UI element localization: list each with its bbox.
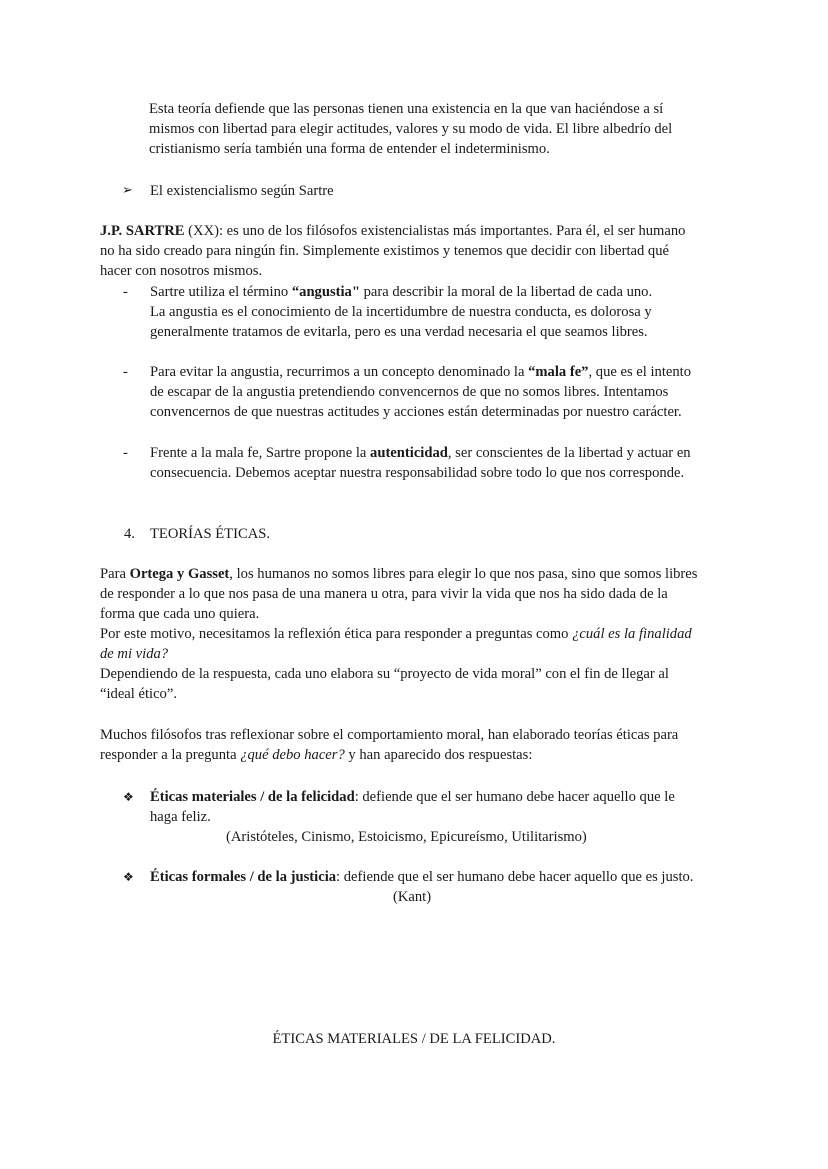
sartre-text: no ha sido creado para ningún fin. Simplemente existimos y tenemos que decidir con libertad qué — [100, 243, 670, 259]
list-item-text: haga feliz. — [150, 809, 211, 825]
intro-line: mismos con libertad para elegir actitudes, valores y su modo de vida. El libre albedrío del — [149, 121, 673, 137]
diamond-bullet-icon: ❖ — [123, 790, 134, 804]
list-item-text: , que es el intento — [588, 364, 692, 380]
arrow-bullet-icon: ➢ — [122, 183, 133, 198]
list-item — [123, 282, 750, 342]
list-item-text: : defiende que el ser humano debe hacer aquello que le — [354, 789, 675, 805]
footer-heading: ÉTICAS MATERIALES / DE LA FELICIDAD. — [272, 1031, 556, 1047]
paragraph-text: responder a la pregunta — [100, 747, 241, 763]
sartre-section-heading — [122, 181, 334, 201]
sartre-text: hacer con nosotros mismos. — [100, 263, 263, 279]
paragraph-text: “ideal ético”. — [100, 686, 177, 702]
list-item-text: convencernos de que nuestras actitudes y acciones están determinadas por nuestro carácter. — [150, 404, 682, 420]
section-heading — [124, 524, 270, 544]
list-item-text: : defiende que el ser humano debe hacer aquello que es justo. — [336, 869, 694, 885]
diamond-bullet-icon: ❖ — [123, 870, 134, 884]
list-item-text: consecuencia. Debemos aceptar nuestra responsabilidad sobre todo lo que nos corresponde. — [150, 465, 685, 481]
section-heading-text: El existencialismo según Sartre — [150, 183, 334, 199]
paragraph-text: forma que cada uno quiera. — [100, 606, 260, 622]
list-item — [123, 787, 750, 847]
intro-line: cristianismo sería también una forma de entender el indeterminismo. — [149, 141, 550, 157]
sartre-text: (XX): es uno de los filósofos existencialistas más importantes. Para él, el ser humano — [184, 223, 686, 239]
bold-term: Ortega y Gasset — [129, 566, 230, 582]
sartre-paragraph — [100, 221, 740, 281]
intro-line: Esta teoría defiende que las personas tienen una existencia en la que van haciéndose a sí — [149, 101, 664, 117]
list-item-text: de escapar de la angustia pretendiendo convencernos de que no somos libres. Intentamos — [150, 384, 669, 400]
bold-term: autenticidad — [370, 445, 448, 461]
dash-bullet: - — [123, 364, 128, 380]
bold-term: “angustia" — [291, 284, 360, 300]
italic-question: ¿cuál es la finalidad — [572, 626, 692, 642]
paragraph-text: Dependiendo de la respuesta, cada uno elabora su “proyecto de vida moral” con el fin de llegar al — [100, 666, 669, 682]
sartre-name: J.P. SARTRE — [100, 223, 185, 239]
italic-question: de mi vida? — [100, 646, 169, 662]
bold-term: Éticas materiales / de la felicidad — [150, 789, 355, 805]
paragraph-text: Por este motivo, necesitamos la reflexión ética para responder a preguntas como — [100, 626, 573, 642]
dash-bullet: - — [123, 445, 128, 461]
authors-list: (Kant) — [393, 889, 432, 905]
authors-list: (Aristóteles, Cinismo, Estoicismo, Epicureísmo, Utilitarismo) — [226, 829, 587, 845]
list-item-text: Frente a la mala fe, Sartre propone la — [150, 445, 371, 461]
bold-term: Éticas formales / de la justicia — [150, 869, 337, 885]
list-item-text: Sartre utiliza el término — [150, 284, 292, 300]
list-item-text: La angustia es el conocimiento de la incertidumbre de nuestra conducta, es dolorosa y — [150, 304, 652, 320]
heading-number: 4. — [124, 526, 135, 542]
list-item-text: Para evitar la angustia, recurrimos a un concepto denominado la — [150, 364, 529, 380]
list-item-text: generalmente tratamos de evitarla, pero es una verdad necesaria el que seamos libres. — [150, 324, 648, 340]
list-item — [123, 443, 750, 483]
heading-title: TEORÍAS ÉTICAS. — [150, 526, 270, 542]
muchos-paragraph — [100, 725, 740, 765]
list-item-text: , ser conscientes de la libertad y actuar en — [447, 445, 691, 461]
dash-bullet: - — [123, 284, 128, 300]
ortega-paragraph — [100, 564, 740, 704]
list-item — [123, 362, 750, 422]
list-item — [123, 867, 750, 907]
list-item-text: para describir la moral de la libertad de cada uno. — [359, 284, 653, 300]
intro-paragraph — [149, 99, 749, 159]
paragraph-text: Muchos filósofos tras reflexionar sobre el comportamiento moral, han elaborado teorías éticas para — [100, 727, 679, 743]
italic-question: ¿qué debo hacer? — [240, 747, 345, 763]
footer-heading-container — [0, 1029, 828, 1049]
bold-term: “mala fe” — [528, 364, 589, 380]
paragraph-text: de responder a lo que nos pasa de una manera u otra, para vivir la vida que nos ha sido dada de la — [100, 586, 668, 602]
paragraph-text: Para — [100, 566, 130, 582]
paragraph-text: y han aparecido dos respuestas: — [344, 747, 533, 763]
paragraph-text: , los humanos no somos libres para elegir lo que nos pasa, sino que somos libres — [229, 566, 698, 582]
